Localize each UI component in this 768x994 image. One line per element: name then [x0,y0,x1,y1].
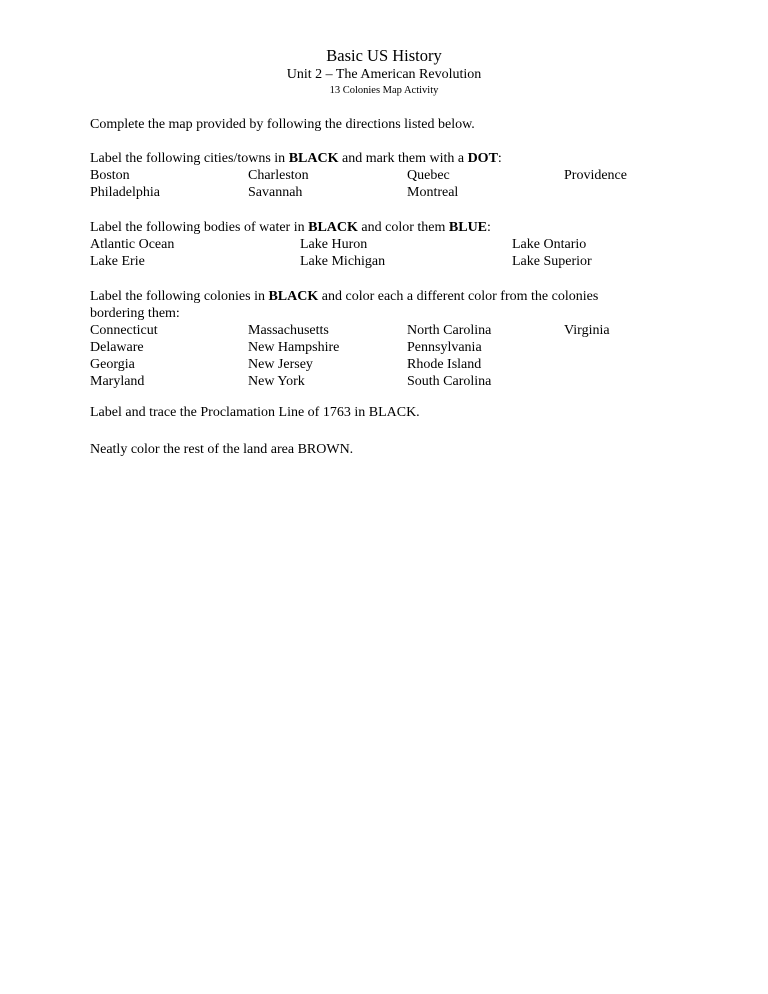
water-blue-keyword: BLUE [448,220,488,235]
colony-maryland: Maryland [90,374,145,389]
water-black-keyword: BLACK [308,220,358,235]
unit-subtitle: Unit 2 – The American Revolution [286,67,482,82]
city-charleston: Charleston [248,168,309,183]
water-instruction-suffix: : [487,220,491,235]
cities-instruction-suffix: : [497,151,502,166]
cities-instruction [90,150,710,167]
colony-south-carolina: South Carolina [407,374,492,389]
colony-new-hampshire: New Hampshire [248,340,340,355]
colony-massachusetts: Massachusetts [248,323,329,338]
colony-georgia: Georgia [90,357,135,372]
city-savannah: Savannah [248,185,303,200]
water-lake-superior: Lake Superior [512,254,592,269]
colonies-instruction-suffix: and color each a different color from the colonies bordering them: [90,289,599,321]
land-instruction: Neatly color the rest of the land area BROWN. [90,442,354,457]
proclamation-instruction: Label and trace the Proclamation Line of 1763 in BLACK. [90,405,420,420]
water-lake-huron: Lake Huron [300,237,368,252]
city-boston: Boston [90,168,130,183]
colony-rhode-island: Rhode Island [407,357,482,372]
colonies-black-keyword: BLACK [268,289,319,304]
city-providence: Providence [564,168,627,183]
water-instruction-mid: and color them [357,220,449,235]
colony-virginia: Virginia [564,323,610,338]
cities-dot-keyword: DOT [467,151,498,166]
colonies-instruction [90,288,650,322]
page-title: Basic US History [326,46,442,65]
city-philadelphia: Philadelphia [90,185,160,200]
water-lake-erie: Lake Erie [90,254,145,269]
water-atlantic-ocean: Atlantic Ocean [90,237,175,252]
cities-black-keyword: BLACK [288,151,339,166]
cities-instruction-prefix: Label the following cities/towns in [90,151,289,166]
colonies-instruction-prefix: Label the following colonies in [90,289,269,304]
colony-new-york: New York [248,374,305,389]
water-instruction-prefix: Label the following bodies of water in [90,220,309,235]
intro-instruction: Complete the map provided by following the directions listed below. [90,117,475,132]
colony-pennsylvania: Pennsylvania [407,340,482,355]
city-montreal: Montreal [407,185,459,200]
activity-subtitle: 13 Colonies Map Activity [329,85,439,96]
colony-new-jersey: New Jersey [248,357,313,372]
water-lake-michigan: Lake Michigan [300,254,386,269]
water-instruction [90,219,710,236]
colony-north-carolina: North Carolina [407,323,492,338]
city-quebec: Quebec [407,168,450,183]
water-lake-ontario: Lake Ontario [512,237,587,252]
colony-delaware: Delaware [90,340,144,355]
colony-connecticut: Connecticut [90,323,158,338]
cities-instruction-mid: and mark them with a [338,151,468,166]
